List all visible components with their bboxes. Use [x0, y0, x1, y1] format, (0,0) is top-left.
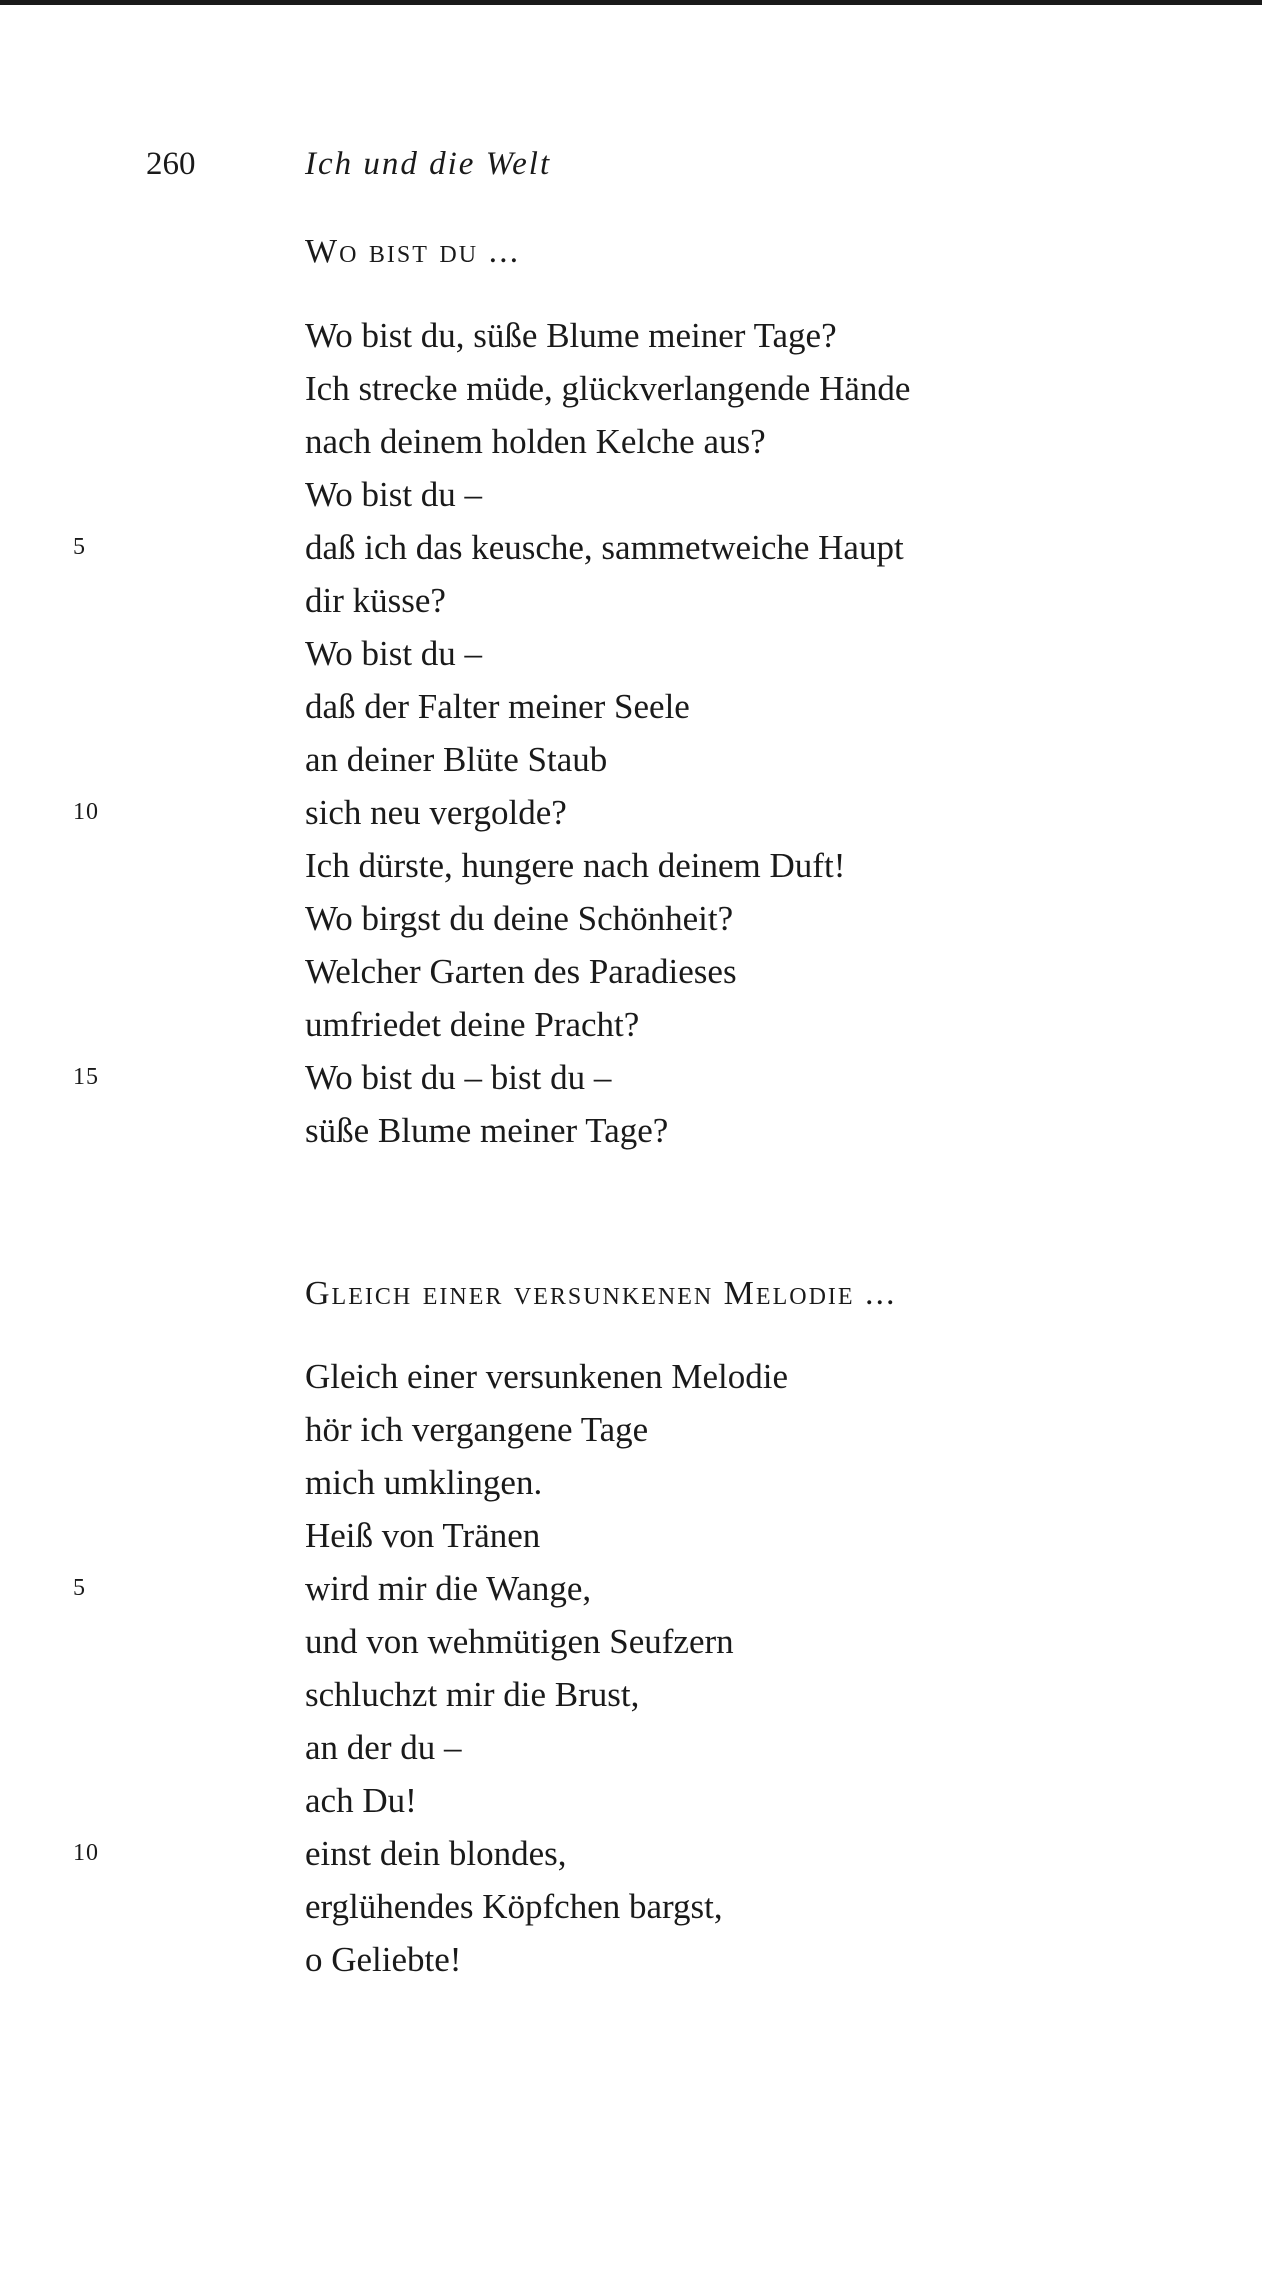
- poem-line: [305, 998, 1165, 1051]
- line-text: Welcher Garten des Paradieses: [305, 952, 737, 991]
- poem-line: [305, 1721, 1165, 1774]
- line-text: hör ich vergangene Tage: [305, 1410, 649, 1449]
- line-text: Wo birgst du deine Schönheit?: [305, 899, 734, 938]
- poem-line: [73, 1562, 1165, 1615]
- poem-line: [305, 1350, 1165, 1403]
- line-text: erglühendes Köpfchen bargst,: [305, 1887, 723, 1926]
- poem-line: [73, 521, 1165, 574]
- line-text: daß ich das keusche, sammetweiche Haupt: [305, 528, 904, 567]
- poem-line: [305, 1668, 1165, 1721]
- poem-line: [305, 1509, 1165, 1562]
- poem-line: [305, 680, 1165, 733]
- poem-line: [305, 945, 1165, 998]
- poem-line: [305, 839, 1165, 892]
- line-text: an deiner Blüte Staub: [305, 740, 608, 779]
- line-number: 10: [73, 799, 99, 825]
- poem-line: [305, 362, 1165, 415]
- line-text: Gleich einer versunkenen Melodie: [305, 1357, 789, 1396]
- line-text: an der du –: [305, 1728, 462, 1767]
- poem-line: [305, 309, 1165, 362]
- line-text: Wo bist du, süße Blume meiner Tage?: [305, 316, 837, 355]
- line-text: umfriedet deine Pracht?: [305, 1005, 640, 1044]
- poem-line: [305, 892, 1165, 945]
- line-text: ach Du!: [305, 1781, 417, 1820]
- running-head: Ich und die Welt: [305, 146, 552, 182]
- line-text: daß der Falter meiner Seele: [305, 687, 690, 726]
- poem-line: [305, 1403, 1165, 1456]
- poem-title-2: Gleich einer versunkenen Melodie ...: [305, 1275, 897, 1312]
- line-text: wird mir die Wange,: [305, 1569, 592, 1608]
- poem-line: [305, 574, 1165, 627]
- poem-line: [305, 415, 1165, 468]
- poem-line: [73, 1827, 1165, 1880]
- poem-1-body: [73, 309, 1165, 1157]
- top-border-rule: [0, 0, 1262, 5]
- poem-line: [305, 733, 1165, 786]
- poem-line: [305, 627, 1165, 680]
- line-text: nach deinem holden Kelche aus?: [305, 422, 766, 461]
- poem-title-1: Wo bist du ...: [305, 233, 521, 270]
- line-text: sich neu vergolde?: [305, 793, 567, 832]
- poem-line: [305, 1456, 1165, 1509]
- poem-2-body: [73, 1350, 1165, 1986]
- poem-line: [305, 1880, 1165, 1933]
- line-text: einst dein blondes,: [305, 1834, 567, 1873]
- line-text: Wo bist du – bist du –: [305, 1058, 612, 1097]
- poem-line: [305, 468, 1165, 521]
- poem-line: [73, 1051, 1165, 1104]
- line-text: schluchzt mir die Brust,: [305, 1675, 640, 1714]
- poem-line: [305, 1104, 1165, 1157]
- line-text: und von wehmütigen Seufzern: [305, 1622, 734, 1661]
- poem-line: [305, 1615, 1165, 1668]
- line-number: 10: [73, 1840, 99, 1866]
- line-text: o Geliebte!: [305, 1940, 462, 1979]
- line-text: süße Blume meiner Tage?: [305, 1111, 669, 1150]
- line-text: Wo bist du –: [305, 475, 483, 514]
- line-text: Heiß von Tränen: [305, 1516, 541, 1555]
- poem-line: [305, 1933, 1165, 1986]
- line-number: 5: [73, 1575, 86, 1601]
- line-text: dir küsse?: [305, 581, 446, 620]
- line-text: Wo bist du –: [305, 634, 483, 673]
- line-number: 15: [73, 1064, 99, 1090]
- line-text: Ich dürste, hungere nach deinem Duft!: [305, 846, 846, 885]
- line-number: 5: [73, 534, 86, 560]
- page-number: 260: [146, 146, 196, 182]
- line-text: mich umklingen.: [305, 1463, 543, 1502]
- poem-line: [73, 786, 1165, 839]
- line-text: Ich strecke müde, glückverlangende Hände: [305, 369, 911, 408]
- poem-line: [305, 1774, 1165, 1827]
